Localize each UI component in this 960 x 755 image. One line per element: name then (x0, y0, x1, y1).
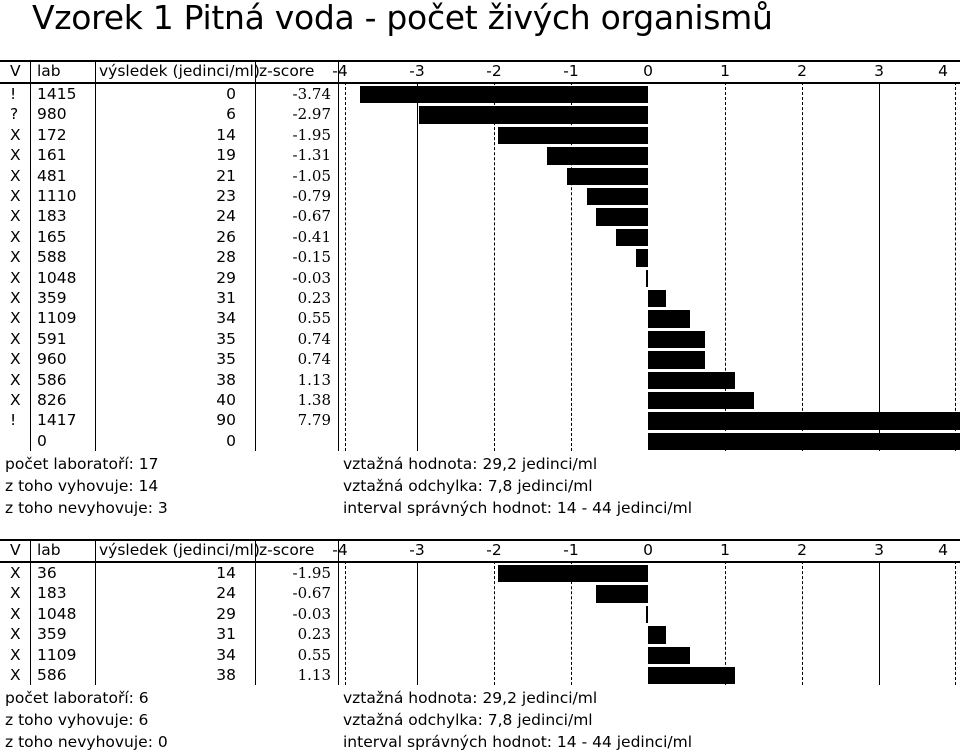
row-lab: 1109 (37, 645, 77, 664)
row-result: 14 (216, 125, 236, 144)
summary-left-line: počet laboratoří: 6 (5, 689, 149, 708)
col-sep-zscore-rows (338, 82, 339, 451)
row-result: 28 (216, 248, 236, 267)
summary-left-line: počet laboratoří: 17 (5, 455, 159, 474)
row-result: 29 (216, 268, 236, 287)
summary-left-line: z toho vyhovuje: 14 (5, 477, 159, 496)
header-bottom-rule (0, 82, 960, 84)
row-zscore: 0.74 (297, 329, 331, 348)
row-result: 31 (216, 625, 236, 644)
row-lab: 183 (37, 207, 67, 226)
axis-tick-label: -3 (409, 62, 425, 80)
col-sep-lab (95, 539, 96, 561)
row-status: X (10, 146, 21, 165)
row-zscore: -2.97 (292, 105, 331, 124)
row-zscore: -1.05 (292, 166, 331, 185)
row-zscore: -0.41 (292, 227, 331, 246)
row-result: 26 (216, 227, 236, 246)
col-sep-lab-rows (95, 82, 96, 451)
grid-line-solid (879, 82, 880, 451)
col-sep-v-rows (30, 561, 31, 685)
row-status: X (10, 564, 21, 582)
axis-tick-label: 0 (643, 541, 653, 559)
row-result: 29 (216, 604, 236, 623)
row-zscore: 0.23 (297, 289, 331, 307)
row-zscore: -3.74 (292, 85, 331, 103)
header-lab: lab (37, 541, 61, 559)
row-status: X (10, 391, 21, 409)
axis-tick-label: 1 (720, 541, 730, 559)
zscore-bar (648, 372, 735, 389)
col-sep-zscore-rows (338, 561, 339, 685)
row-lab: 161 (37, 146, 67, 165)
row-lab: 36 (37, 564, 57, 582)
row-status: X (10, 645, 21, 664)
zscore-bar (587, 188, 648, 205)
row-zscore: -1.95 (292, 125, 331, 144)
zscore-bar (648, 392, 754, 409)
header-result: výsledek (jedinci/ml) (99, 62, 260, 80)
row-status: X (10, 268, 21, 287)
header-zscore: z-score (259, 541, 315, 559)
row-result: 19 (216, 146, 236, 165)
row-status: X (10, 125, 21, 144)
axis-tick-label: 0 (643, 62, 653, 80)
zscore-bar (648, 626, 666, 643)
row-status: ! (10, 85, 17, 103)
grid-line-dashed (494, 561, 495, 685)
row-status: X (10, 187, 21, 205)
row-status: X (10, 227, 21, 246)
grid-line-solid (879, 561, 880, 685)
axis-tick-label: -2 (486, 62, 502, 80)
row-zscore: 0.74 (297, 350, 331, 369)
row-lab: 591 (37, 329, 67, 348)
row-zscore: -1.31 (292, 146, 331, 165)
zscore-bar (596, 585, 648, 602)
row-result: 14 (216, 564, 236, 582)
axis-tick-label: -4 (332, 541, 348, 559)
axis-tick-label: -3 (409, 541, 425, 559)
row-result: 24 (216, 207, 236, 226)
row-zscore: -0.67 (292, 584, 331, 603)
row-lab: 826 (37, 391, 67, 409)
row-status: X (10, 584, 21, 603)
axis-tick-label: -1 (563, 541, 579, 559)
row-result: 40 (216, 391, 236, 409)
col-sep-lab (95, 60, 96, 82)
axis-tick-label: 2 (797, 541, 807, 559)
grid-line-solid (417, 561, 418, 685)
row-zscore: 0.55 (297, 309, 331, 328)
summary-right-line: vztažná hodnota: 29,2 jedinci/ml (343, 689, 598, 708)
row-zscore: -0.03 (292, 604, 331, 623)
zscore-bar (648, 310, 690, 327)
summary-right-line: vztažná odchylka: 7,8 jedinci/ml (343, 477, 593, 496)
zscore-bar (648, 412, 960, 429)
row-status: X (10, 248, 21, 267)
row-lab: 165 (37, 227, 67, 246)
row-lab: 1048 (37, 604, 77, 623)
row-status: X (10, 666, 21, 684)
zscore-bar (498, 565, 648, 582)
zscore-bar (567, 168, 648, 185)
grid-line-dashed (345, 561, 346, 685)
row-status: X (10, 350, 21, 369)
row-lab: 1048 (37, 268, 77, 287)
page-title: Vzorek 1 Pitná voda - počet živých organismů (32, 0, 773, 37)
zscore-bar (636, 249, 648, 266)
row-lab: 588 (37, 248, 67, 267)
zscore-bar (648, 290, 666, 307)
zscore-bar (648, 647, 690, 664)
summary-right-line: vztažná odchylka: 7,8 jedinci/ml (343, 711, 593, 730)
summary-left-line: z toho nevyhovuje: 0 (5, 733, 168, 752)
row-lab: 481 (37, 166, 67, 185)
row-status: ? (10, 105, 19, 124)
zscore-bar (646, 606, 648, 623)
row-zscore: 0.55 (297, 645, 331, 664)
grid-line-dashed (345, 82, 346, 451)
col-sep-v (30, 60, 31, 82)
row-lab: 1110 (37, 187, 77, 205)
row-result: 38 (216, 370, 236, 389)
axis-tick-label: 1 (720, 62, 730, 80)
row-zscore: 0.23 (297, 625, 331, 644)
row-lab: 1417 (37, 411, 77, 430)
row-status: X (10, 166, 21, 185)
axis-tick-label: 3 (874, 541, 884, 559)
zscore-bar-overflow (648, 433, 960, 450)
row-result: 6 (226, 105, 236, 124)
row-result: 0 (226, 85, 236, 103)
row-zscore: -0.03 (292, 268, 331, 287)
row-result: 31 (216, 289, 236, 307)
header-lab: lab (37, 62, 61, 80)
zscore-bar (648, 331, 705, 348)
row-zscore: 1.13 (297, 370, 331, 389)
row-zscore: 1.38 (297, 391, 331, 409)
row-status: X (10, 329, 21, 348)
zscore-bar (498, 127, 648, 144)
row-lab: 183 (37, 584, 67, 603)
row-lab: 172 (37, 125, 67, 144)
row-lab: 359 (37, 289, 67, 307)
summary-right-line: vztažná hodnota: 29,2 jedinci/ml (343, 455, 598, 474)
row-lab: 359 (37, 625, 67, 644)
row-status: X (10, 207, 21, 226)
axis-tick-label: 4 (938, 541, 948, 559)
row-result: 35 (216, 350, 236, 369)
col-sep-v (30, 539, 31, 561)
grid-line-dashed (494, 82, 495, 451)
grid-line-solid (417, 82, 418, 451)
zscore-bar (648, 667, 735, 684)
zscore-bar (648, 351, 705, 368)
row-status: X (10, 370, 21, 389)
axis-tick-label: 3 (874, 62, 884, 80)
zscore-bar (596, 208, 648, 225)
row-lab: 586 (37, 370, 67, 389)
row-zscore: 1.13 (297, 666, 331, 684)
zscore-bar (616, 229, 648, 246)
zscore-bar (547, 147, 648, 164)
axis-tick-label: -1 (563, 62, 579, 80)
row-status: X (10, 309, 21, 328)
row-lab: 1109 (37, 309, 77, 328)
summary-left-line: z toho nevyhovuje: 3 (5, 499, 168, 518)
grid-line-dashed (955, 561, 956, 685)
row-result: 0 (226, 431, 236, 450)
row-result: 38 (216, 666, 236, 684)
row-result: 21 (216, 166, 236, 185)
row-result: 23 (216, 187, 236, 205)
row-lab: 1415 (37, 85, 77, 103)
row-lab: 586 (37, 666, 67, 684)
summary-right-line: interval správných hodnot: 14 - 44 jedinci/ml (343, 733, 693, 752)
row-status: ! (10, 411, 17, 430)
row-result: 90 (216, 411, 236, 430)
row-lab: 960 (37, 350, 67, 369)
col-sep-lab-rows (95, 561, 96, 685)
row-lab: 0 (37, 431, 47, 450)
row-status: X (10, 289, 21, 307)
row-status: X (10, 604, 21, 623)
row-zscore: 7.79 (297, 411, 331, 430)
zscore-bar (646, 270, 648, 287)
row-result: 34 (216, 645, 236, 664)
row-result: 34 (216, 309, 236, 328)
grid-line-dashed (802, 561, 803, 685)
summary-left-line: z toho vyhovuje: 6 (5, 711, 149, 730)
header-zscore: z-score (259, 62, 315, 80)
header-bottom-rule (0, 561, 960, 563)
row-zscore: -0.15 (292, 248, 331, 267)
row-lab: 980 (37, 105, 67, 124)
zscore-bar (419, 106, 648, 123)
summary-right-line: interval správných hodnot: 14 - 44 jedinci/ml (343, 499, 693, 518)
zscore-bar (360, 86, 648, 103)
grid-line-dashed (955, 82, 956, 451)
row-result: 35 (216, 329, 236, 348)
header-v: V (10, 62, 21, 80)
axis-tick-label: 2 (797, 62, 807, 80)
axis-tick-label: -4 (332, 62, 348, 80)
row-zscore: -0.67 (292, 207, 331, 226)
axis-tick-label: -2 (486, 541, 502, 559)
axis-tick-label: 4 (938, 62, 948, 80)
row-zscore: -0.79 (292, 187, 331, 205)
row-zscore: -1.95 (292, 564, 331, 582)
grid-line-dashed (802, 82, 803, 451)
header-v: V (10, 541, 21, 559)
header-result: výsledek (jedinci/ml) (99, 541, 260, 559)
row-status: X (10, 625, 21, 644)
row-result: 24 (216, 584, 236, 603)
col-sep-v-rows (30, 82, 31, 451)
